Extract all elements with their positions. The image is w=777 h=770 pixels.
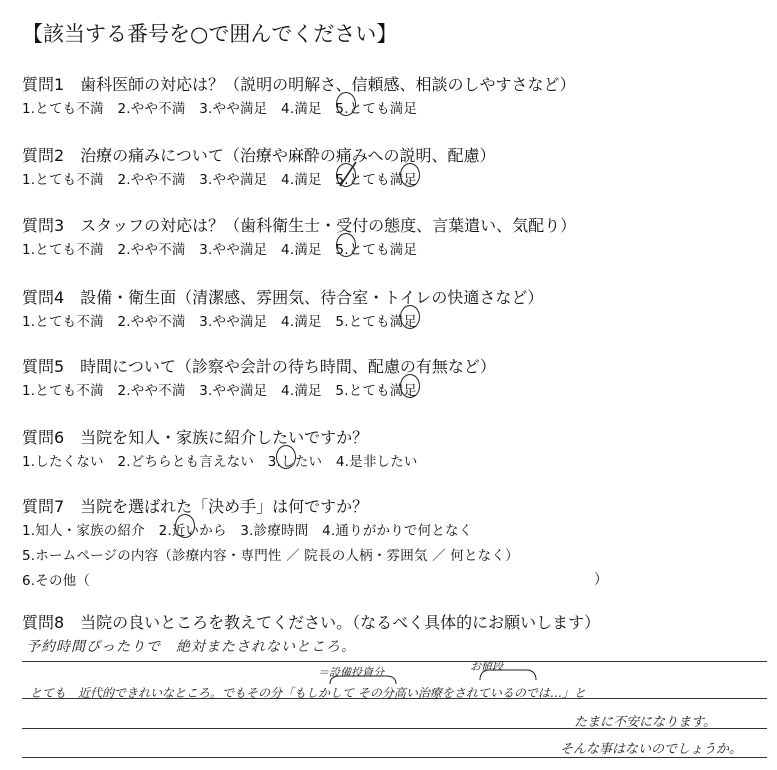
answer-circle-q6[interactable] [276, 445, 296, 469]
question-3-options: 1.とても不満 2.やや不満 3.やや満足 4.満足 5.とても満足 [22, 242, 418, 258]
question-7-options-line3-close: ） [594, 572, 609, 588]
question-7-options-line1: 1.知人・家族の紹介 2.近いから 3.診療時間 4.通りがかりで何となく [22, 523, 473, 539]
question-2-label: 質問2 治療の痛みについて（治療や麻酔の痛みへの説明、配慮） [22, 146, 496, 165]
question-5-label: 質問5 時間について（診察や会計の待ち時間、配慮の有無など） [22, 357, 496, 376]
answer-circle-q2[interactable] [400, 163, 420, 187]
handwritten-answer-line1: 予約時間ぴったりで 絶対またされないところ。 [26, 639, 356, 655]
answer-line-1 [22, 661, 767, 662]
handwritten-answer-line2: とても 近代的できれいなところ。でもその分「もしかして その分高い治療をされているのでは…」と [30, 686, 586, 700]
answer-line-4 [22, 757, 767, 758]
answer-circle-q1[interactable] [336, 92, 356, 116]
answer-circle-q5[interactable] [400, 374, 420, 398]
question-1-options: 1.とても不満 2.やや不満 3.やや満足 4.満足 5.とても満足 [22, 101, 418, 117]
handwritten-insert-equipment: ＝設備投資分 [318, 666, 384, 679]
handwritten-insert-price: お値段 [470, 660, 503, 673]
question-7-options-line3: 6.その他（ [22, 573, 91, 589]
question-8-label: 質問8 当院の良いところを教えてください。（なるべく具体的にお願いします） [22, 613, 601, 632]
question-1-label: 質問1 歯科医師の対応は？（説明の明解さ、信頼感、相談のしやすさなど） [22, 75, 576, 94]
answer-circle-q4[interactable] [400, 305, 420, 329]
question-2-options: 1.とても不満 2.やや不満 3.やや満足 4.満足 5.とても満足 [22, 172, 418, 188]
form-title: 【該当する番号を○で囲んでください】 [22, 22, 398, 46]
handwritten-answer-line3: たまに不安になります。 [574, 715, 716, 730]
question-4-label: 質問4 設備・衛生面（清潔感、雰囲気、待合室・トイレの快適さなど） [22, 288, 544, 307]
handwritten-answer-line4: そんな事はないのでしょうか。 [560, 742, 743, 757]
question-6-label: 質問6 当院を知人・家族に紹介したいですか？ [22, 428, 369, 447]
question-7-options-line2: 5.ホームページの内容（診療内容・専門性 ／ 院長の人柄・雰囲気 ／ 何となく） [22, 548, 519, 564]
question-6-options: 1.したくない 2.どちらとも言えない 3.したい 4.是非したい [22, 454, 418, 470]
question-5-options: 1.とても不満 2.やや不満 3.やや満足 4.満足 5.とても満足 [22, 383, 418, 399]
answer-circle-q3[interactable] [336, 233, 356, 257]
answer-circle-q7[interactable] [175, 514, 195, 538]
cross-out-mark-q2 [336, 160, 360, 190]
question-4-options: 1.とても不満 2.やや不満 3.やや満足 4.満足 5.とても満足 [22, 314, 418, 330]
question-7-label: 質問7 当院を選ばれた「決め手」は何ですか？ [22, 497, 369, 516]
question-3-label: 質問3 スタッフの対応は？（歯科衛生士・受付の態度、言葉遣い、気配り） [22, 216, 577, 235]
insert-bracket-price [478, 668, 538, 682]
